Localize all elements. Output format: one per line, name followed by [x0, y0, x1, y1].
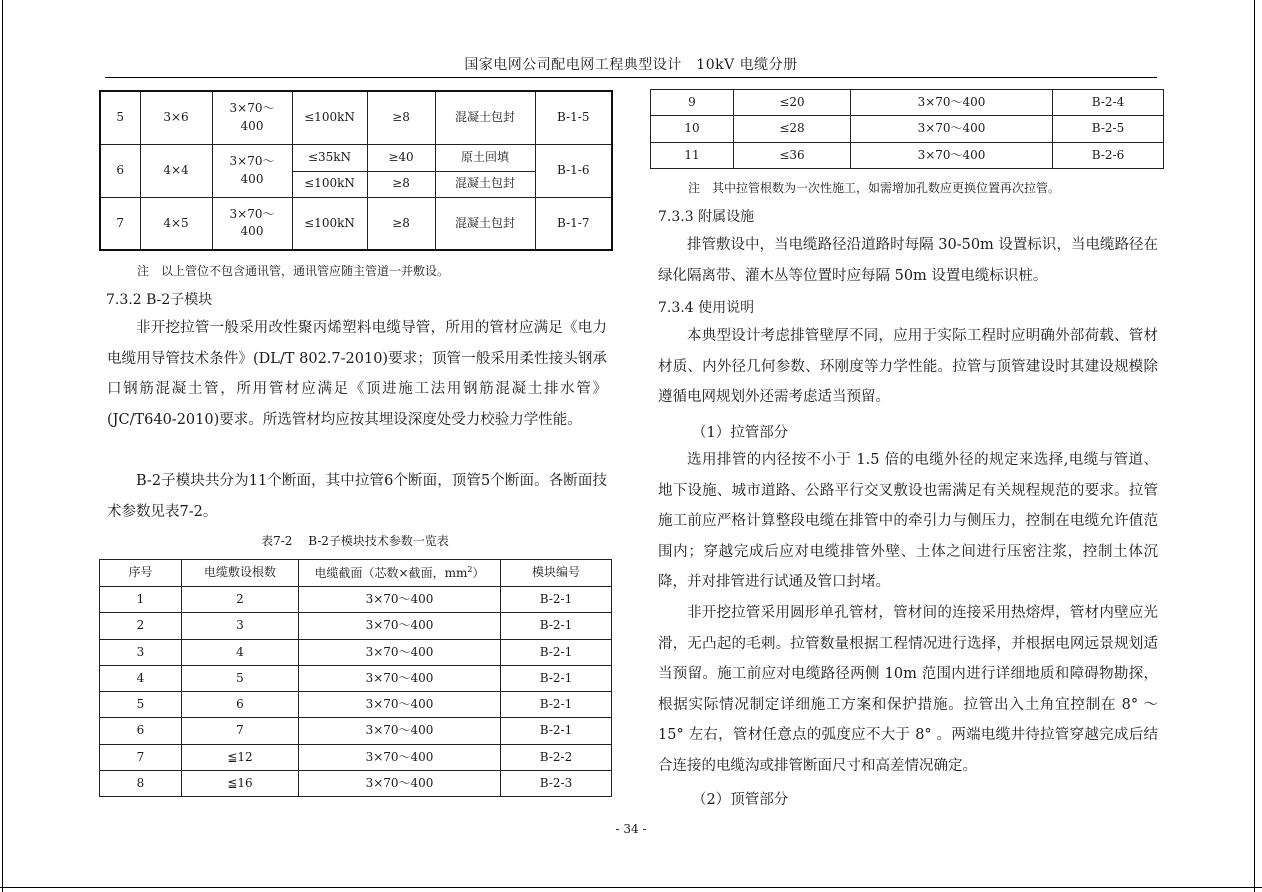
table-cell: 7 [100, 744, 182, 770]
header-rule [105, 77, 1157, 78]
section-heading-7-3-3: 7.3.3 附属设施 [658, 209, 755, 225]
table-cell: 8 [100, 771, 182, 797]
table-7-1-continuation [99, 90, 613, 251]
table-cell: 3×70～400 [299, 744, 501, 770]
page-border-left [2, 0, 3, 892]
paragraph: 选用排管的内径按不小于 1.5 倍的电缆外径的规定来选择,电缆与管道、地下设施、城市道路、公路平行交叉敷设也需满足有关规程规范的要求。拉管施工前应严格计算整段电缆在排管中的牵引力与侧压力，控制在电缆允许值范围内；穿越完成后应对电缆排管外壁、土体之间进行压密注浆，控制土体沉降，并对排管进行试通及管口封堵。 [658, 452, 1158, 590]
table-cell: ≤28 [734, 116, 851, 142]
table-cell: 3×70～400 [851, 142, 1053, 168]
table-row [100, 744, 612, 770]
subsection-heading: （2）顶管部分 [692, 792, 789, 808]
table-note: 注 其中拉管根数为一次性施工，如需增加孔数应更换位置再次拉管。 [688, 181, 1061, 195]
column-header: 序号 [100, 560, 182, 587]
paragraph: 排管敷设中，当电缆路径沿道路时每隔 30-50m 设置标识，当电缆路径在绿化隔离带、灌木丛等位置时应每隔 50m 设置电缆标识桩。 [658, 237, 1158, 284]
table-cell: 9 [651, 90, 734, 116]
subsection-heading: （1）拉管部分 [692, 425, 789, 441]
table-cell: 3×70～400 [299, 613, 501, 639]
section-heading-7-3-4: 7.3.4 使用说明 [658, 300, 755, 316]
page-header: 国家电网公司配电网工程典型设计 10kV 电缆分册 [464, 57, 798, 73]
table-cell: 2 [100, 613, 182, 639]
table-cell: 7 [182, 718, 299, 744]
table-cell: 5 [182, 665, 299, 691]
table-cell: B-2-1 [501, 587, 612, 613]
table-row: ≤100kN ≥8 混凝土包封 [100, 171, 612, 197]
column-header: 模块编号 [501, 560, 612, 587]
table-7-2-continuation [650, 89, 1164, 169]
table-cell: B-2-5 [1053, 116, 1164, 142]
table-row [100, 639, 612, 665]
page-border-right [1254, 0, 1255, 892]
table-cell: 5 [100, 692, 182, 718]
table-header-row [100, 560, 612, 587]
table-row: 5 3×6 3×70～400 ≤100kN ≥8 混凝土包封 B-1-5 [100, 91, 612, 144]
table-cell: 2 [182, 587, 299, 613]
table-cell: 3×70～400 [851, 90, 1053, 116]
table-cell: 3×70～400 [299, 665, 501, 691]
table-cell: B-2-6 [1053, 142, 1164, 168]
table-cell: ≦16 [182, 771, 299, 797]
table-row [100, 718, 612, 744]
table-cell: 3×70～400 [299, 587, 501, 613]
table-row: 6 4×4 3×70～400 ≤35kN ≥40 原土回填 B-1-6 [100, 144, 612, 171]
table-cell: B-2-1 [501, 613, 612, 639]
table-cell: ≦12 [182, 744, 299, 770]
table-cell: B-2-1 [501, 718, 612, 744]
table-row [100, 587, 612, 613]
table-cell: 3 [100, 639, 182, 665]
table-cell: 1 [100, 587, 182, 613]
table-row [651, 90, 1164, 116]
table-row [100, 665, 612, 691]
table-cell: B-2-3 [501, 771, 612, 797]
table-cell: 3×70～400 [299, 718, 501, 744]
paragraph: 非开挖拉管一般采用改性聚丙烯塑料电缆导管，所用的管材应满足《电力电缆用导管技术条件》(DL/T 802.7-2010)要求；顶管一般采用柔性接头钢承口钢筋混凝土管，所用管材应满足《顶进施工法用钢筋混凝土排水管》(JC/T640-2010)要求。所选管材均应按其埋设深度处受力校验力学性能。 [107, 320, 607, 428]
table-cell: 4 [100, 665, 182, 691]
paragraph: 非开挖拉管采用圆形单孔管材，管材间的连接采用热熔焊，管材内壁应光滑，无凸起的毛刺。拉管数量根据工程情况进行选择，并根据电网远景规划适当预留。施工前应对电缆路径两侧 10m 范围内进行详细地质和障碍物勘探，根据实际情况制定详细施工方案和保护措施。拉管出入土角宜控制在 8° ～15° 左右，管材任意点的弧度应不大于 8° 。两端电缆井待拉管穿越完成后结合连接的电缆沟或排管断面尺寸和高差情况确定。 [658, 605, 1158, 774]
table-cell: 4 [182, 639, 299, 665]
table-cell: B-2-1 [501, 639, 612, 665]
table-cell: B-2-4 [1053, 90, 1164, 116]
table-cell: 3×70～400 [851, 116, 1053, 142]
table-cell: B-2-1 [501, 665, 612, 691]
table-row [651, 116, 1164, 142]
table-note: 注 以上管位不包含通讯管，通讯管应随主管道一并敷设。 [137, 264, 450, 278]
table-row [100, 771, 612, 797]
table-cell: 11 [651, 142, 734, 168]
table-cell: 10 [651, 116, 734, 142]
table-row [651, 142, 1164, 168]
table-cell: 6 [182, 692, 299, 718]
paragraph: 本典型设计考虑排管壁厚不同，应用于实际工程时应明确外部荷载、管材材质、内外径几何参数、环刚度等力学性能。拉管与顶管建设时其建设规模除遵循电网规划外还需考虑适当预留。 [658, 328, 1158, 405]
table-row [100, 692, 612, 718]
table-cell: 3×70～400 [299, 639, 501, 665]
table-cell: 3×70～400 [299, 692, 501, 718]
table-cell: 3 [182, 613, 299, 639]
column-header: 电缆截面（芯数×截面，$mm^2$） [299, 560, 501, 587]
table-cell: ≤36 [734, 142, 851, 168]
table-7-2 [99, 559, 612, 797]
column-header: 电缆敷设根数 [182, 560, 299, 587]
paragraph: B-2子模块共分为11个断面，其中拉管6个断面，顶管5个断面。各断面技术参数见表7-2。 [107, 473, 607, 520]
page-border-bottom [0, 887, 1262, 888]
table-cell: B-2-2 [501, 744, 612, 770]
table-cell: 6 [100, 718, 182, 744]
table-cell: ≤20 [734, 90, 851, 116]
table-cell: B-2-1 [501, 692, 612, 718]
table-row [100, 613, 612, 639]
page-number: - 34 - [615, 822, 647, 836]
table-caption: 表7-2 B-2子模块技术参数一览表 [261, 534, 449, 548]
section-heading-7-3-2: 7.3.2 B-2子模块 [106, 292, 213, 308]
table-row: 7 4×5 3×70～400 ≤100kN ≥8 混凝土包封 B-1-7 [100, 197, 612, 250]
table-cell: 3×70～400 [299, 771, 501, 797]
